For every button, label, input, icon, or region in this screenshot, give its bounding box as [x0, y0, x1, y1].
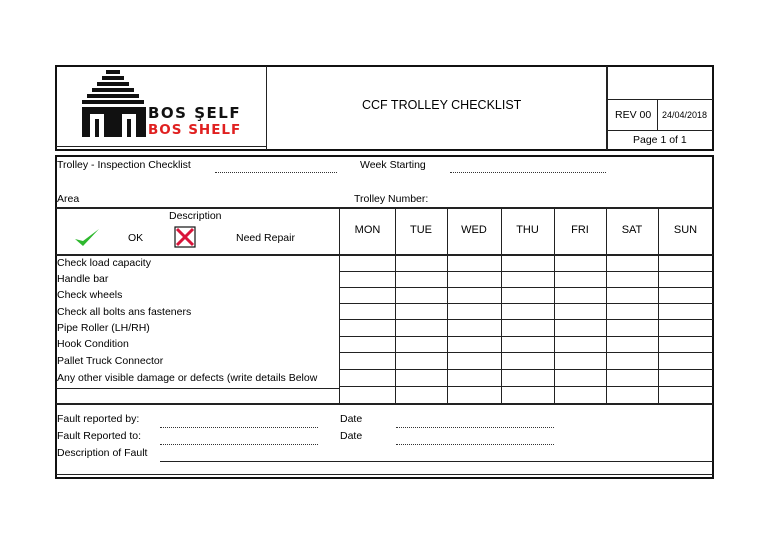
grid-col-line	[501, 208, 502, 405]
checklist-item: Check all bolts ans fasteners	[57, 306, 192, 318]
day-header-sat: SAT	[621, 224, 643, 236]
grid-col-line	[554, 208, 555, 405]
week-starting-field[interactable]	[450, 172, 606, 173]
checklist-item: Pipe Roller (LH/RH)	[57, 322, 150, 334]
grid-row-line	[340, 303, 713, 304]
grid-row-line	[340, 271, 713, 272]
grid-header-rule	[56, 254, 713, 256]
area-label: Area	[57, 193, 80, 205]
header-divider-rev	[657, 100, 658, 130]
checklist-type-label: Trolley - Inspection Checklist	[57, 159, 191, 171]
grid-bottom-rule	[56, 403, 713, 405]
logo-text-secondary: BOS SHELF	[148, 122, 242, 138]
grid-row-line	[340, 336, 713, 337]
week-starting-label: Week Starting	[360, 159, 426, 171]
header-rule-top	[607, 99, 713, 100]
day-header-fri: FRI	[571, 224, 589, 236]
grid-top-rule	[56, 207, 713, 209]
page-number: Page 1 of 1	[633, 134, 687, 146]
red-x-box-icon	[174, 226, 196, 248]
fault-date-field-2[interactable]	[396, 444, 554, 445]
header-rule-mid	[607, 130, 713, 131]
fault-reported-to-label: Fault Reported to:	[57, 430, 142, 442]
fault-reported-by-label: Fault reported by:	[57, 413, 140, 425]
checklist-item: Check wheels	[57, 289, 123, 301]
revision-date: 24/04/2018	[662, 110, 708, 120]
checklist-item: Hook Condition	[57, 338, 129, 350]
grid-row-line	[340, 386, 713, 387]
checklist-type-field[interactable]	[215, 172, 337, 173]
day-header-mon: MON	[354, 224, 381, 236]
logo-text-primary: BOS ŞELF	[148, 104, 242, 122]
day-header-thu: THU	[516, 224, 539, 236]
grid-row-line	[340, 369, 713, 370]
header-divider-title	[606, 66, 608, 150]
grid-col-line	[339, 208, 340, 405]
day-header-wed: WED	[461, 224, 487, 236]
fault-reported-by-field[interactable]	[160, 427, 318, 428]
grid-row-line	[340, 352, 713, 353]
grid-col-line	[606, 208, 607, 405]
revision-label: REV 00	[615, 109, 652, 121]
fault-extra-line[interactable]	[56, 474, 713, 475]
grid-row-line	[56, 388, 340, 389]
header-logo-underline	[56, 146, 266, 147]
grid-row-line	[340, 319, 713, 320]
ok-label: OK	[128, 232, 144, 244]
fault-date-field-1[interactable]	[396, 427, 554, 428]
description-label: Description	[169, 210, 222, 222]
fault-date-label-2: Date	[340, 430, 363, 442]
grid-row-line	[340, 287, 713, 288]
grid-col-line	[447, 208, 448, 405]
company-logo	[78, 70, 263, 142]
day-header-sun: SUN	[673, 224, 698, 236]
fault-reported-to-field[interactable]	[160, 444, 318, 445]
day-header-tue: TUE	[410, 224, 432, 236]
checklist-item: Any other visible damage or defects (write details Below	[57, 372, 318, 384]
fault-description-field[interactable]	[160, 461, 713, 462]
logo-pyramid-icon	[78, 70, 150, 140]
fault-date-label-1: Date	[340, 413, 363, 425]
page-title: CCF TROLLEY CHECKLIST	[362, 98, 522, 112]
checklist-item: Pallet Truck Connector	[57, 355, 164, 367]
grid-col-line	[658, 208, 659, 405]
fault-description-label: Description of Fault	[57, 447, 148, 459]
checklist-item: Handle bar	[57, 273, 109, 285]
header-divider-logo	[266, 66, 267, 150]
trolley-number-label: Trolley Number:	[354, 193, 429, 205]
grid-col-line	[395, 208, 396, 405]
checklist-item: Check load capacity	[57, 257, 151, 269]
green-check-icon	[73, 227, 101, 249]
need-repair-label: Need Repair	[236, 232, 295, 244]
